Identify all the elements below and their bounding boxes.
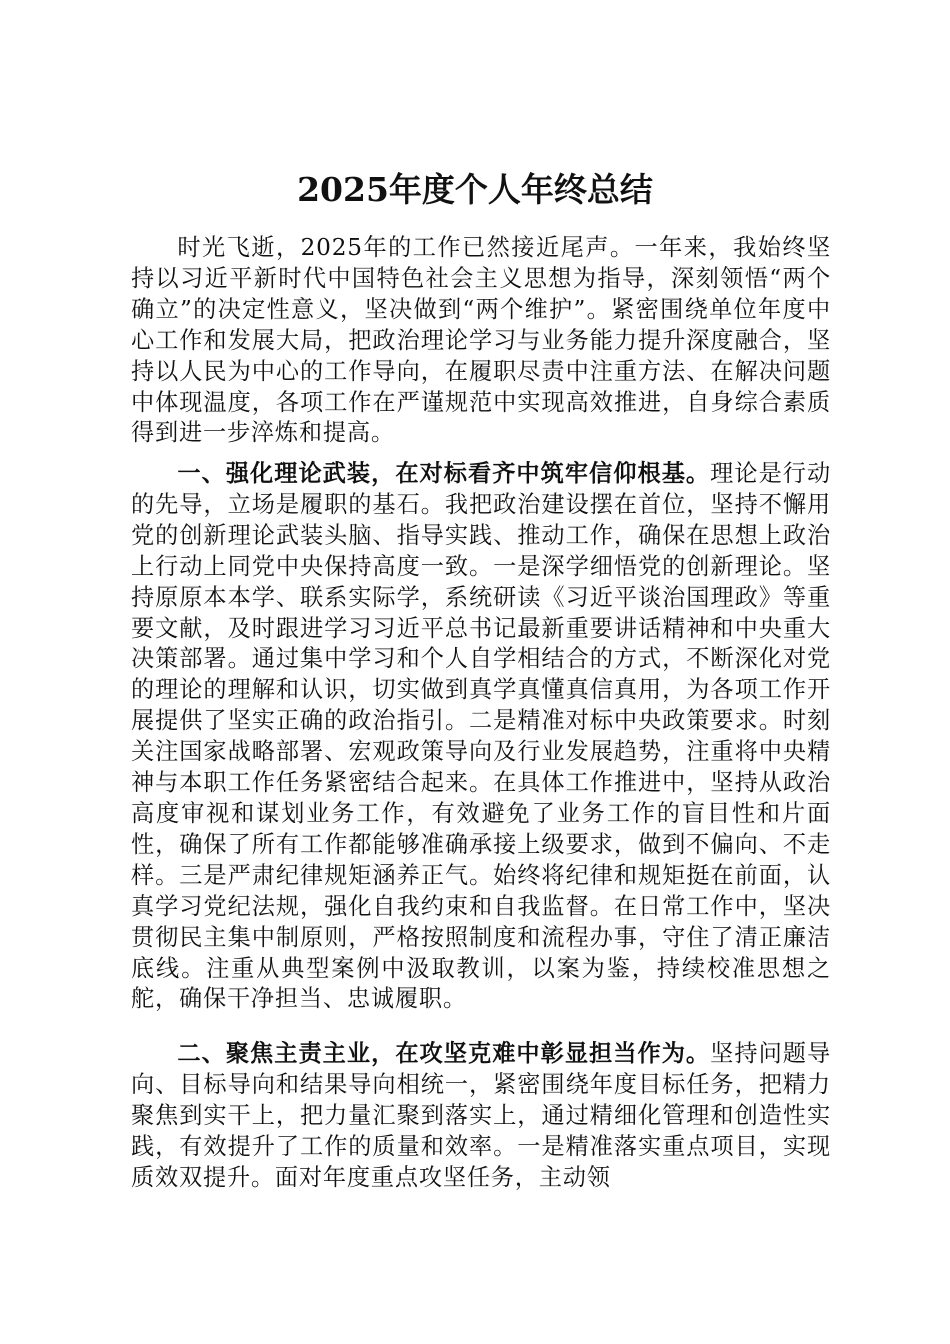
section-heading-2: 二、聚焦主责主业，在攻坚克难中彰显担当作为。 bbox=[177, 1040, 711, 1067]
paragraph-intro bbox=[131, 233, 831, 449]
paragraph-section-1 bbox=[131, 459, 831, 1015]
document-title: 2025年度个人年终总结 bbox=[297, 170, 653, 209]
section-heading-1: 一、强化理论武装，在对标看齐中筑牢信仰根基。 bbox=[177, 460, 711, 487]
paragraph-text: 理论是行动的先导，立场是履职的基石。我把政治建设摆在首位，坚持不懈用党的创新理论武装头脑、指导实践、推动工作，确保在思想上政治上行动上同党中央保持高度一致。一是深学细悟党的创新理论。坚持原原本本学、联系实际学，系统研读《习近平谈治国理政》等重要文献，及时跟进学习习近平总书记最新重要讲话精神和中央重大决策部署。通过集中学习和个人自学相结合的方式，不断深化对党的理论的理解和认识，切实做到真学真懂真信真用，为各项工作开展提供了坚实正确的政治指引。二是精准对标中央政策要求。时刻关注国家战略部署、宏观政策导向及行业发展趋势，注重将中央精神与本职工作任务紧密结合起来。在具体工作推进中，坚持从政治高度审视和谋划业务工作，有效避免了业务工作的盲目性和片面性，确保了所有工作都能够准确承接上级要求，做到不偏向、不走样。三是严肃纪律规矩涵养正气。始终将纪律和规矩挺在前面，认真学习党纪法规，强化自我约束和自我监督。在日常工作中，坚决贯彻民主集中制原则，严格按照制度和流程办事，守住了清正廉洁底线。注重从典型案例中汲取教训，以案为鉴，持续校准思想之舵，确保干净担当、忠诚履职。 bbox=[131, 460, 831, 1013]
paragraph-text: 坚持问题导向、目标导向和结果导向相统一，紧密围绕年度目标任务，把精力聚焦到实干上，把力量汇聚到落实上，通过精细化管理和创造性实践，有效提升了工作的质量和效率。一是精准落实重点项目，实现质效双提升。面对年度重点攻坚任务，主动领 bbox=[131, 1040, 831, 1191]
paragraph-text: 时光飞逝，2025年的工作已然接近尾声。一年来，我始终坚持以习近平新时代中国特色社会主义思想为指导，深刻领悟“两个确立”的决定性意义，坚决做到“两个维护”。紧密围绕单位年度中心工作和发展大局，把政治理论学习与业务能力提升深度融合，坚持以人民为中心的工作导向，在履职尽责中注重方法、在解决问题中体现温度，各项工作在严谨规范中实现高效推进，自身综合素质得到进一步淬炼和提高。 bbox=[131, 234, 831, 447]
paragraph-section-2 bbox=[131, 1039, 831, 1194]
